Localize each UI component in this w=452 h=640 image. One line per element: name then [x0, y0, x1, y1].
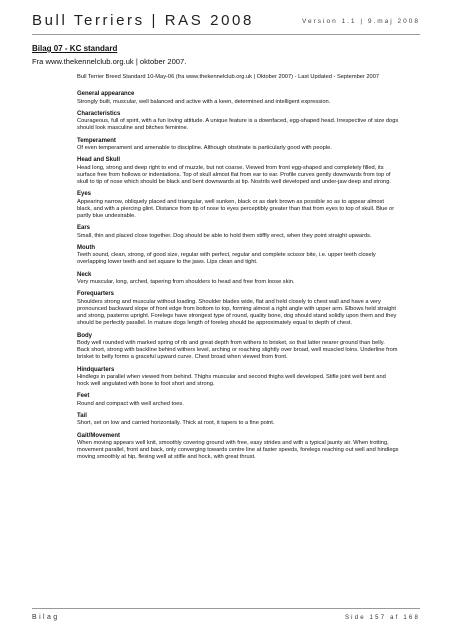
standard-section: [77, 111, 399, 133]
section-text: Body well rounded with marked spring of rib and great depth from withers to brisket, so that latter nearer ground than belly. Back short, strong with backline behind withers level, arching or roaching slightly over broad, well muscled loins. Underline from brisket to belly forms a graceful upward curve. Chest broad when viewed from front.: [77, 339, 398, 361]
section-text: When moving appears well knit, smoothly covering ground with free, easy strides and with a typical jaunty air. When trotting, movement parallel, front and back, only converging towards centre line at faster speeds, forelegs reaching out well and hindlegs moving smoothly at hip, flexing well at stifle and hock, with great thrust.: [77, 439, 399, 461]
standard-body: [77, 74, 399, 467]
standard-section: [77, 157, 399, 186]
section-text: Of even temperament and amenable to discipline. Although obstinate is particularly good with people.: [77, 145, 332, 152]
header-title: Bull Terriers | RAS 2008: [32, 12, 254, 29]
section-heading: Head and Skull: [77, 157, 121, 164]
section-text: Teeth sound, clean, strong, of good size, regular with perfect, regular and complete scissor bite, i.e. upper teeth closely overlapping lower teeth and set square to the jaws. Lips clean and tight.: [77, 252, 376, 266]
standard-intro: Bull Terrier Breed Standard 10-May-06 (fra www.thekennelclub.org.uk | Oktober 2007) - Last Updated - September 2007: [77, 74, 380, 80]
section-heading: Ears: [77, 225, 91, 232]
section-heading: Eyes: [77, 191, 92, 198]
page-footer: [32, 608, 420, 627]
standard-section: [77, 413, 399, 428]
standard-section: [77, 91, 399, 106]
page-number: Side 157 af 168: [344, 615, 420, 621]
standard-section: [77, 225, 399, 240]
section-heading: Neck: [77, 271, 92, 278]
standard-section: [77, 393, 399, 408]
section-text: Courageous, full of spirit, with a fun loving attitude. A unique feature is a downfaced, egg-shaped head. Irrespective of size dogs should look masculine and bitches feminine.: [77, 118, 399, 132]
standard-section: [77, 333, 399, 362]
section-text: Strongly built, muscular, well balanced and active with a keen, determined and intelligent expression.: [77, 98, 331, 105]
section-heading: Characteristics: [77, 110, 121, 117]
section-heading: Feet: [77, 393, 90, 400]
section-text: Appearing narrow, obliquely placed and triangular, well sunken, black or as dark brown as possible so as to appear almost black, and with a piercing glint. Distance from tip of nose to eyes perceptibly greater than that from eyes to top of skull. Blue or partly blue undesirable.: [77, 198, 395, 220]
section-text: Very muscular, long, arched, tapering from shoulders to head and free from loose skin.: [77, 279, 295, 286]
standard-section: [77, 291, 399, 327]
section-text: Hindlegs in parallel when viewed from behind. Thighs muscular and second thighs well developed. Stifle joint well bent and hock well angulated with bone to foot short and strong.: [77, 373, 386, 388]
appendix-heading: Bilag 07 - KC standard: [32, 44, 118, 53]
section-heading: Mouth: [77, 244, 95, 251]
source-line: Fra www.thekennelclub.org.uk | oktober 2007.: [32, 57, 187, 66]
section-heading: General appearance: [77, 91, 135, 98]
standard-section: [77, 272, 399, 287]
section-text: Short, set on low and carried horizontally. Thick at root, it tapers to a fine point.: [77, 420, 275, 427]
section-text: Head long, strong and deep right to end of muzzle, but not coarse. Viewed from front egg-shaped and completely filled, its surface free from hollows or indentations. Top of skull almost flat from ear to ear. Profile curves gently downwards from top of skull to tip of nose which should be black and bent downwards at tip. Nostrils well developed and under-jaw deep and strong.: [77, 164, 391, 186]
standard-section: [77, 191, 399, 220]
standard-section: [77, 138, 399, 153]
header-version: Version 1.1 | 9.maj 2008: [302, 18, 420, 25]
footer-label: Bilag: [32, 614, 60, 621]
standard-section: [77, 245, 399, 267]
standard-section: [77, 367, 399, 389]
standard-section: [77, 433, 399, 462]
section-heading: Temperament: [77, 137, 116, 144]
section-heading: Body: [77, 332, 92, 339]
section-heading: Hindquarters: [77, 366, 115, 373]
section-text: Small, thin and placed close together. Dog should be able to hold them stiffly erect, when they point straight upwards.: [77, 232, 372, 239]
page-header: [32, 12, 420, 35]
section-text: Shoulders strong and muscular without loading. Shoulder blades wide, flat and held closely to chest wall and have a very pronounced backward slope of front edge from bottom to top, forming almost a right angle with upper arm. Elbows held straight and strong, pasterns upright. Forelegs have strongest type of round, quality bone, dog should stand solidly upon them and they should be perfectly parallel. In mature dogs length of foreleg should be approximately equal to depth of chest.: [77, 298, 397, 327]
section-heading: Tail: [77, 412, 87, 419]
section-text: Round and compact with well arched toes.: [77, 400, 184, 407]
section-heading: Forequarters: [77, 291, 115, 298]
section-heading: Gait/Movement: [77, 432, 121, 439]
